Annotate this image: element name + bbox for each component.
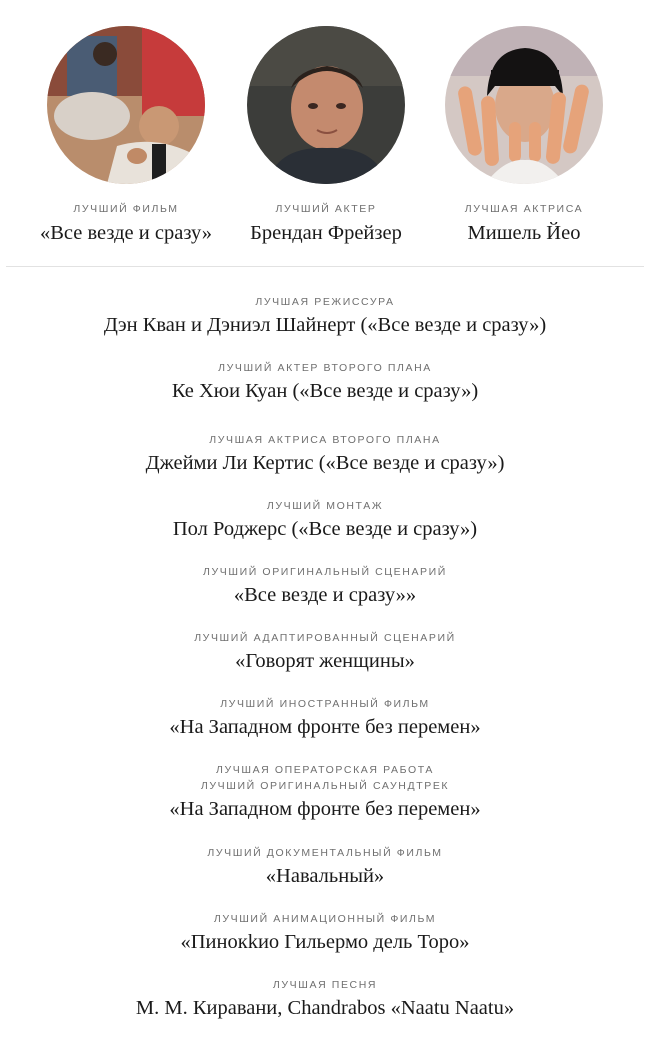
award-category: ЛУЧШИЙ МОНТАЖ [266, 500, 384, 512]
award-winner: «Все везде и сразу»» [233, 584, 417, 606]
section-divider [6, 266, 644, 267]
top-awards [0, 0, 650, 268]
top-award-best-film [26, 26, 226, 245]
award-winner: Джейми Ли Кертис («Все везде и сразу») [145, 452, 505, 474]
award-winner: «На Западном фронте без перемен» [169, 798, 481, 820]
award-best-song [0, 977, 650, 1021]
award-category: ЛУЧШАЯ АКТРИСА ВТОРОГО ПЛАНА [209, 434, 441, 446]
award-winner: «Пинокkио Гильермо дель Торо» [180, 931, 470, 953]
top-award-best-actor [226, 26, 426, 245]
award-category: ЛУЧШИЙ ИНОСТРАННЫЙ ФИЛЬМ [220, 698, 430, 710]
award-category: ЛУЧШИЙ АНИМАЦИОННЫЙ ФИЛЬМ [213, 913, 437, 925]
top-award-best-actress [424, 26, 624, 245]
award-category: ЛУЧШИЙ ДОКУМЕНТАЛЬНЫЙ ФИЛЬМ [207, 847, 443, 859]
award-best-director [0, 294, 650, 338]
top-winner-name: «Все везде и сразу» [39, 222, 212, 244]
award-category: ЛУЧШАЯ ПЕСНЯ [272, 979, 378, 991]
award-best-international-film [0, 696, 650, 740]
award-winner: Пол Роджерс («Все везде и сразу») [172, 518, 478, 540]
award-winner: М. М. Киравани, Chandrabos «Naatu Naatu» [135, 997, 515, 1019]
top-winner-name: Мишель Йео [467, 222, 581, 244]
award-winner: «На Западном фронте без перемен» [169, 716, 481, 738]
top-category-label: ЛУЧШАЯ АКТРИСА [464, 203, 584, 215]
award-best-documentary [0, 845, 650, 889]
top-category-label: ЛУЧШИЙ АКТЕР [275, 203, 377, 215]
award-category: ЛУЧШАЯ РЕЖИССУРА [255, 296, 395, 308]
best-actor-photo [247, 26, 405, 184]
top-category-label: ЛУЧШИЙ ФИЛЬМ [73, 203, 179, 215]
award-category: ЛУЧШАЯ ОПЕРАТОРСКАЯ РАБОТА [216, 764, 434, 776]
award-category: ЛУЧШИЙ АДАПТИРОВАННЫЙ СЦЕНАРИЙ [194, 632, 456, 644]
best-actress-photo [445, 26, 603, 184]
award-best-original-screenplay [0, 564, 650, 608]
award-best-adapted-screenplay [0, 630, 650, 674]
award-best-animated-film [0, 911, 650, 955]
award-best-editing [0, 498, 650, 542]
best-film-photo [47, 26, 205, 184]
award-best-supporting-actor [0, 360, 650, 404]
award-winner: Дэн Кван и Дэниэл Шайнерт («Все везде и сразу») [103, 314, 547, 336]
award-category: ЛУЧШИЙ ОРИГИНАЛЬНЫЙ СЦЕНАРИЙ [203, 566, 447, 578]
award-winner: «Навальный» [265, 865, 385, 887]
award-winner: Ке Хюи Куан («Все везде и сразу») [171, 380, 479, 402]
top-winner-name: Брендан Фрейзер [250, 222, 402, 244]
award-category-second: ЛУЧШИЙ ОРИГИНАЛЬНЫЙ САУНДТРЕК [200, 780, 450, 792]
award-best-cinematography-and-score [0, 762, 650, 822]
award-category: ЛУЧШИЙ АКТЕР ВТОРОГО ПЛАНА [218, 362, 432, 374]
award-winner: «Говорят женщины» [235, 650, 415, 672]
award-best-supporting-actress [0, 432, 650, 476]
